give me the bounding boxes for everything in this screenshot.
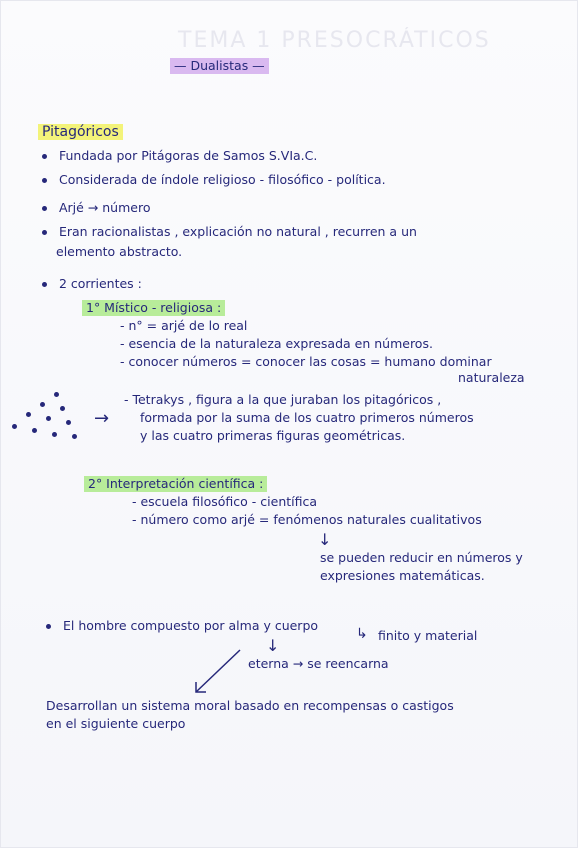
cientifica-item-4: expresiones matemáticas. [320,568,485,583]
finito-label: finito y material [378,628,478,643]
cientifica-item-3: se pueden reducir en números y [320,550,523,565]
bullet-2-text: Considerada de índole religioso - filosófico - política. [58,172,386,187]
down-arrow-icon: ↓ [266,636,280,655]
tetrakys-line-3: y las cuatro primeras figuras geométricas. [140,428,406,443]
ghost-title: TEMA 1 PRESOCRÁTICOS [178,28,491,53]
bullet-4-continued: elemento abstracto. [56,244,183,259]
corner-arrow-icon: ↳ [356,626,368,642]
mistico-item-3: - conocer números = conocer las cosas = humano dominar [120,354,492,369]
eterna-label: eterna → se reencarna [248,656,389,671]
bullet-3-text: Arjé → número [58,200,151,215]
cientifica-item-2: - número como arjé = fenómenos naturales cualitativos [132,512,482,527]
sistema-line-1: Desarrollan un sistema moral basado en recompensas o castigos [46,698,454,713]
mistico-item-1: - n° = arjé de lo real [120,318,248,333]
mistico-title: 1° Místico - religiosa : [82,300,225,316]
section-title-pitagoricos: Pitagóricos [38,124,123,140]
bullet-1-text: Fundada por Pitágoras de Samos S.VIa.C. [58,148,318,163]
down-arrow-icon: ↓ [318,530,332,549]
dualistas-label: — Dualistas — [170,58,269,74]
hombre-text: El hombre compuesto por alma y cuerpo [62,618,319,633]
mistico-item-4: naturaleza [458,370,525,385]
bullet-4-text: Eran racionalistas , explicación no natural , recurren a un [58,224,417,239]
cientifica-title: 2° Interpretación científica : [84,476,267,492]
tetrakys-line-1: - Tetrakys , figura a la que juraban los pitagóricos , [124,392,442,407]
sistema-line-2: en el siguiente cuerpo [46,716,186,731]
mistico-item-2: - esencia de la naturaleza expresada en números. [120,336,433,351]
cientifica-item-1: - escuela filosófico - científica [132,494,318,509]
tetrakys-line-2: formada por la suma de los cuatro primeros números [140,410,474,425]
corrientes-heading-text: 2 corrientes : [58,276,142,291]
right-arrow-icon: → [94,408,110,429]
